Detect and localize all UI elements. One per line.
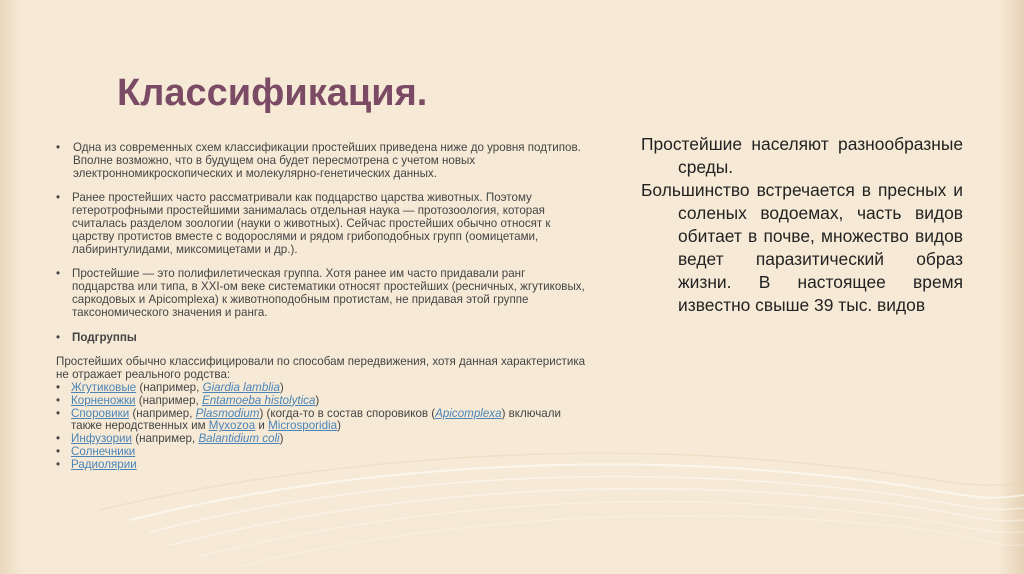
list-item-text: ) включали также неродственных им: [71, 406, 561, 433]
paragraph-3: [56, 268, 586, 319]
bullet-icon: •: [56, 380, 61, 394]
habitat-paragraph-2: Большинство встречается в пресных и соленых водоемах, часть видов обитает в почве, множество видов ведет паразитический образ жизни. В настоящее время известно свыше 39 тыс. видов: [641, 180, 963, 315]
list-item-text: и: [255, 419, 269, 433]
list-item-text: (например,: [135, 393, 202, 407]
list-item-text: (например,: [129, 406, 196, 420]
link-infuzorii[interactable]: Инфузории: [71, 432, 132, 446]
bullet-icon: •: [56, 406, 61, 420]
list-item-text: ): [279, 380, 284, 394]
bullet-icon: •: [56, 330, 61, 344]
list-item: [56, 459, 586, 472]
list-item-text: (например,: [136, 380, 203, 394]
paragraph-3-text: Простейшие — это полифилетическая группа. Хотя ранее им часто придавали ранг подцарства или типа, в XXI-ом веке систематики относят простейших (ресничных, жгутиковых, саркодовых и Apicomplexa) к животноподобным протистам, не придавая этой группе таксономического значения и ранга.: [72, 267, 585, 319]
link-sporoviki[interactable]: Споровики: [71, 406, 130, 420]
list-item-text: ) (когда-то в состав споровиков (: [259, 406, 436, 420]
link-myxozoa[interactable]: Myxozoa: [208, 419, 256, 433]
subgroups-heading-text: Подгруппы: [72, 330, 137, 344]
link-microsporidia[interactable]: Microsporidia: [268, 419, 338, 433]
link-plasmodium[interactable]: Plasmodium: [195, 406, 260, 420]
bullet-icon: •: [56, 444, 61, 458]
paragraph-2: [56, 192, 586, 256]
link-apicomplexa[interactable]: Apicomplexa: [435, 406, 502, 420]
bullet-icon: •: [56, 457, 61, 471]
bullet-icon: •: [56, 393, 61, 407]
subgroups-heading: [56, 332, 586, 345]
link-radiolyarii[interactable]: Радиолярии: [71, 457, 137, 471]
list-item-text: ): [337, 419, 341, 433]
slide-title: Классификация.: [117, 72, 428, 114]
link-korrenozhki[interactable]: Корненожки: [71, 393, 136, 407]
link-giardia[interactable]: Giardia lamblia: [202, 380, 280, 394]
left-text-column: [56, 142, 586, 472]
bullet-icon: •: [56, 191, 61, 205]
classification-intro: Простейших обычно классифицировали по способам передвижения, хотя данная характеристика не отражает реального родства:: [56, 355, 586, 382]
bullet-icon: •: [56, 267, 61, 281]
link-solnechniki[interactable]: Солнечники: [71, 444, 136, 458]
right-text-column: [641, 133, 963, 317]
link-zhgutikovye[interactable]: Жгутиковые: [71, 380, 137, 394]
link-balantidium[interactable]: Balantidium coli: [198, 432, 280, 446]
list-item-text: (например,: [131, 432, 199, 446]
paragraph-1-text: Одна из современных схем классификации простейших приведена ниже до уровня подтипов. Вполне возможно, что в будущем она будет пересмотрена с учетом новых электронномикроскопических и молекулярно-генетических данных.: [73, 141, 581, 180]
taxa-list: [56, 382, 586, 472]
list-item-text: ): [279, 432, 284, 446]
paragraph-1: [56, 142, 586, 180]
habitat-paragraph-1: Простейшие населяют разнообразные среды.: [641, 134, 963, 177]
paragraph-2-text: Ранее простейших часто рассматривали как подцарство царства животных. Поэтому гетеротрофными простейшими занималась отдельная наука — протозоология, которая считалась разделом зоологии (науки о животных). Сейчас простейших обычно относят к царству протистов вместе с водорослями и рядом грибоподобных групп (оомицетами, лабиринтулидами, миксомицетами и др.).: [72, 191, 551, 256]
bullet-icon: •: [56, 141, 61, 154]
list-item: [56, 408, 586, 434]
list-item-text: ): [315, 393, 320, 407]
bullet-icon: •: [56, 432, 61, 446]
list-item: [56, 433, 586, 446]
link-entamoeba[interactable]: Entamoeba histolytica: [201, 393, 316, 407]
